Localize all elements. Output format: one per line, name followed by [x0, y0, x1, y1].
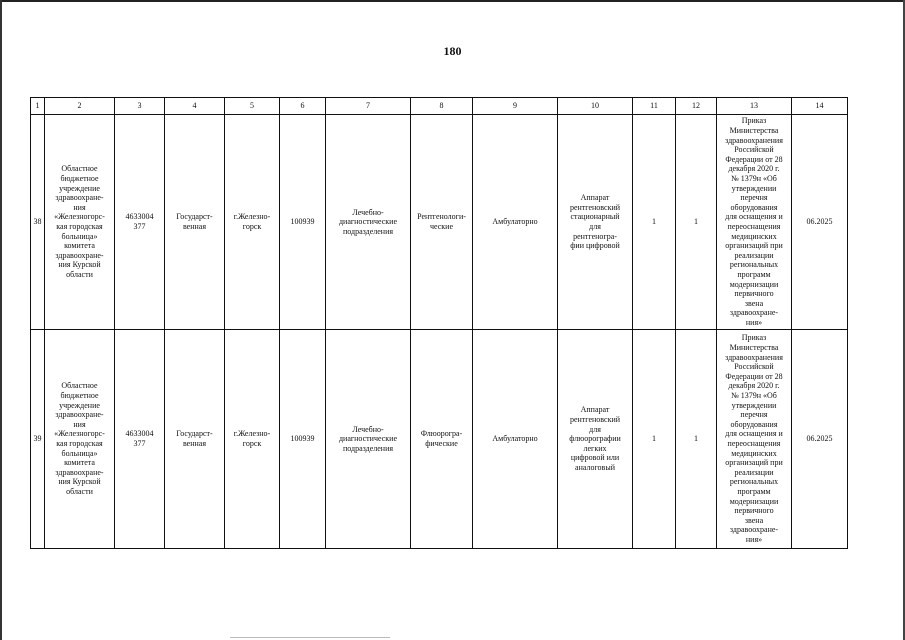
column-header: 9: [473, 98, 558, 115]
cell-organization: Областное бюджетное учреждение здравоохране- ния «Железногорс- кая городская больница» комитета здравоохране- ния Курской области: [45, 115, 115, 330]
cell-ownership: Государст- венная: [165, 330, 225, 549]
cell-legal-basis: Приказ Министерства здравоохранения Российской Федерации от 28 декабря 2020 г. № 1379н «Об утверждении перечня оборудования для оснащения и переоснащения медицинских организаций при реализации региональных программ модернизации первичного звена здравоохране- ния»: [717, 115, 792, 330]
cell-city: г.Железно- горск: [225, 330, 280, 549]
scan-artifact-line: [230, 637, 390, 638]
cell-count-b: 1: [676, 330, 717, 549]
column-header: 10: [558, 98, 633, 115]
cell-equipment: Аппарат рентгеновский стационарный для рентгеногра- фии цифровой: [558, 115, 633, 330]
column-header: 1: [31, 98, 45, 115]
cell-care-mode: Амбулаторно: [473, 330, 558, 549]
cell-row-number: 39: [31, 330, 45, 549]
column-header: 6: [280, 98, 326, 115]
column-header: 12: [676, 98, 717, 115]
cell-count-b: 1: [676, 115, 717, 330]
cell-care-mode: Амбулаторно: [473, 115, 558, 330]
cell-inn: 4633004 377: [115, 115, 165, 330]
cell-inn: 4633004 377: [115, 330, 165, 549]
column-header: 11: [633, 98, 676, 115]
cell-code: 100939: [280, 330, 326, 549]
column-header: 13: [717, 98, 792, 115]
column-header: 2: [45, 98, 115, 115]
cell-equipment: Аппарат рентгеновский для флюорографии легких цифровой или аналоговый: [558, 330, 633, 549]
cell-department: Рентгенологи- ческие: [411, 115, 473, 330]
cell-ownership: Государст- венная: [165, 115, 225, 330]
cell-count-a: 1: [633, 330, 676, 549]
cell-legal-basis: Приказ Министерства здравоохранения Российской Федерации от 28 декабря 2020 г. № 1379н «Об утверждении перечня оборудования для оснащения и переоснащения медицинских организаций при реализации региональных программ модернизации первичного звена здравоохране- ния»: [717, 330, 792, 549]
cell-row-number: 38: [31, 115, 45, 330]
table-header-row: [31, 98, 848, 115]
cell-division: Лечебно- диагностические подразделения: [326, 115, 411, 330]
column-header: 4: [165, 98, 225, 115]
column-header: 3: [115, 98, 165, 115]
page-number: 180: [443, 44, 462, 58]
scan-border-top: [0, 0, 905, 2]
cell-department: Флюорогра- фические: [411, 330, 473, 549]
table-row: [31, 115, 848, 330]
equipment-table: [30, 97, 848, 549]
table-row: [31, 330, 848, 549]
column-header: 5: [225, 98, 280, 115]
column-header: 7: [326, 98, 411, 115]
cell-city: г.Железно- горск: [225, 115, 280, 330]
cell-organization: Областное бюджетное учреждение здравоохране- ния «Железногорс- кая городская больница» комитета здравоохране- ния Курской области: [45, 330, 115, 549]
cell-date: 06.2025: [792, 330, 848, 549]
scan-border-left: [0, 0, 2, 640]
cell-date: 06.2025: [792, 115, 848, 330]
cell-count-a: 1: [633, 115, 676, 330]
column-header: 8: [411, 98, 473, 115]
column-header: 14: [792, 98, 848, 115]
cell-division: Лечебно- диагностические подразделения: [326, 330, 411, 549]
cell-code: 100939: [280, 115, 326, 330]
